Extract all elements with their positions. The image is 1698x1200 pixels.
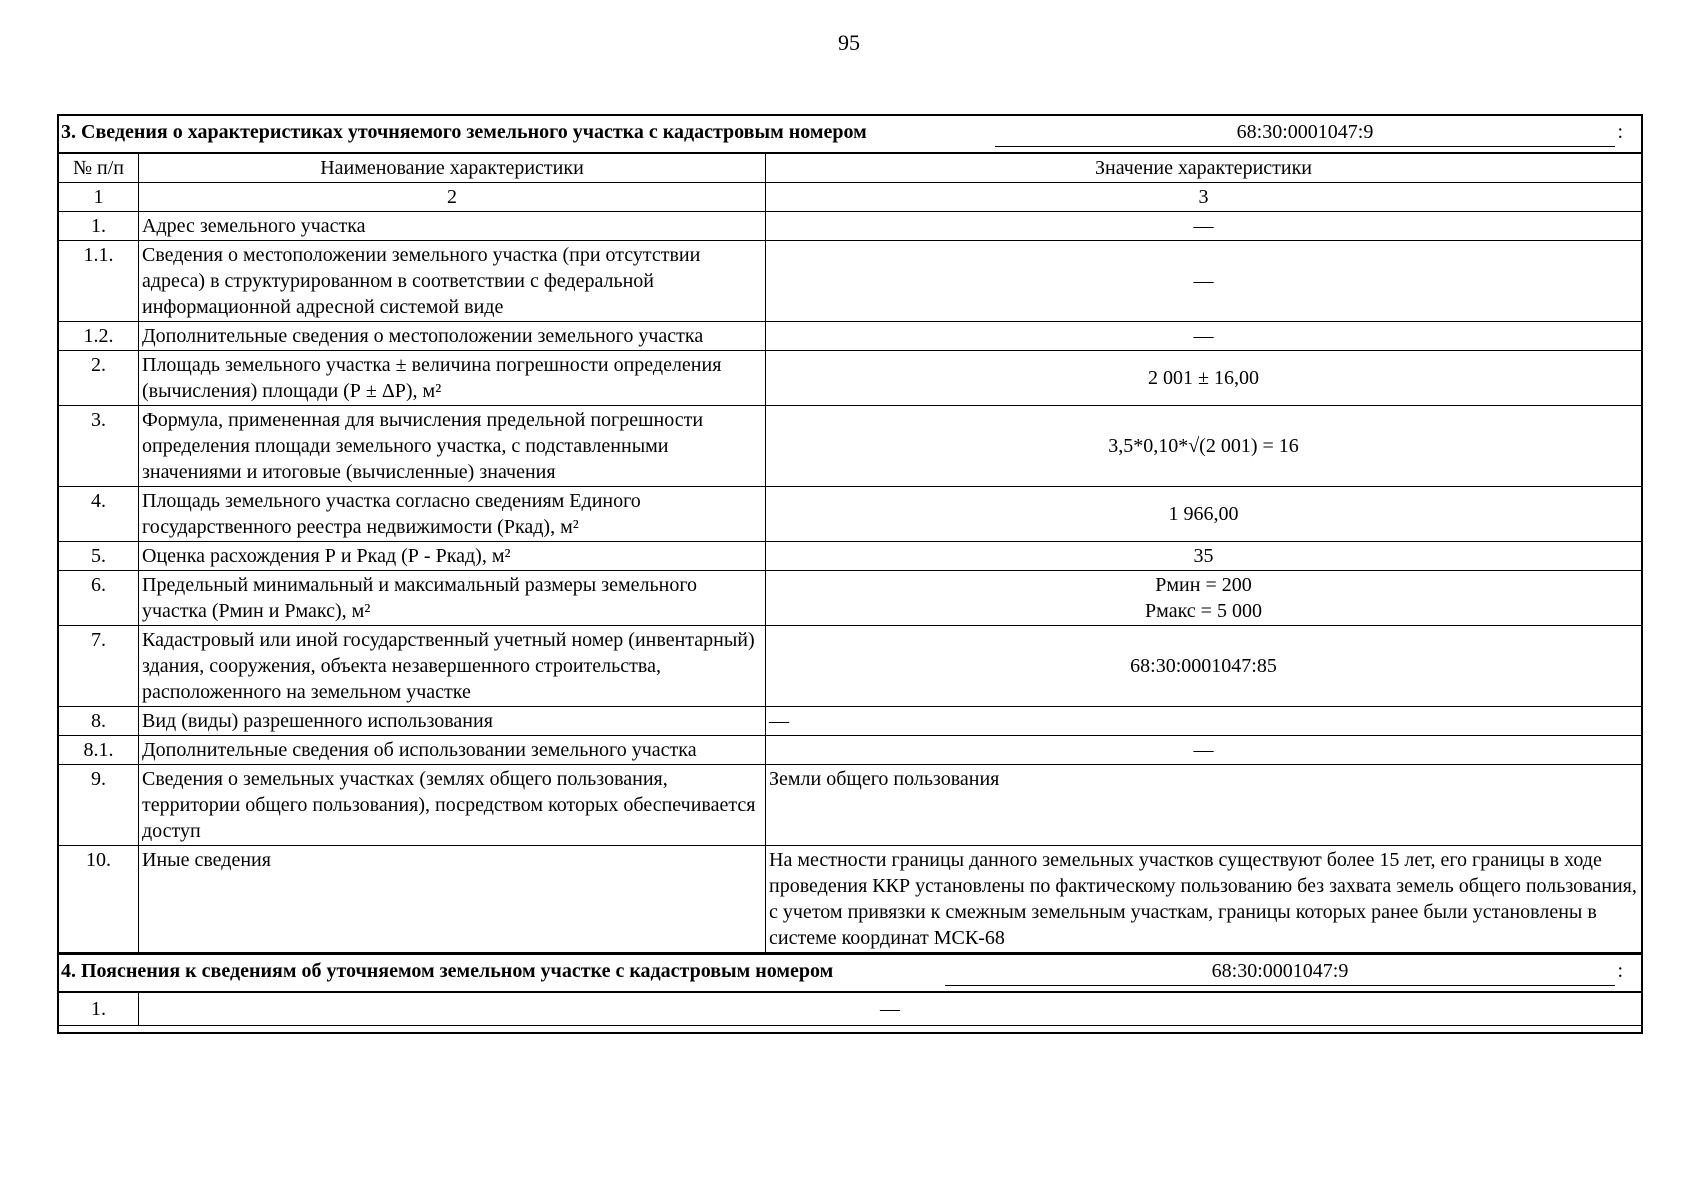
column-number-3: 3 (766, 183, 1642, 212)
characteristic-value: 35 (766, 542, 1642, 571)
table-row (59, 487, 1641, 542)
column-header-num: № п/п (59, 154, 139, 183)
characteristic-name: Формула, примененная для вычисления предельной погрешности определения площади земельного участка, с подставленными значениями и итоговые (вычисленные) значения (139, 406, 766, 487)
section-4-colon: : (1617, 960, 1623, 982)
characteristic-value: 68:30:0001047:85 (766, 626, 1642, 707)
characteristic-value: 2 001 ± 16,00 (766, 351, 1642, 406)
table-row (59, 765, 1641, 846)
table-row (59, 406, 1641, 487)
min-size-value: Рмин = 200 (1155, 574, 1252, 596)
table-row (59, 993, 1641, 1025)
table-bottom-divider (59, 1025, 1641, 1032)
characteristic-value: — (766, 212, 1642, 241)
characteristic-name: Вид (виды) разрешенного использования (139, 707, 766, 736)
row-number: 4. (59, 487, 139, 542)
explanation-value: — (139, 993, 1642, 1025)
column-header-name: Наименование характеристики (139, 154, 766, 183)
column-number-2: 2 (139, 183, 766, 212)
max-size-value: Рмакс = 5 000 (1145, 600, 1262, 622)
section-3-header (59, 116, 1641, 154)
row-number: 3. (59, 406, 139, 487)
section-3-colon: : (1617, 121, 1623, 143)
section-3-cadastral-number: 68:30:0001047:9 (995, 121, 1615, 147)
row-number: 7. (59, 626, 139, 707)
column-number-1: 1 (59, 183, 139, 212)
table-row (59, 626, 1641, 707)
characteristic-value: — (766, 322, 1642, 351)
section-3-table (59, 154, 1641, 953)
section-4-title: 4. Пояснения к сведениям об уточняемом земельном участке с кадастровым номером (61, 960, 834, 982)
characteristic-name: Сведения о местоположении земельного участка (при отсутствии адреса) в структурированном в соответствии с федеральной информационной адресной системой виде (139, 241, 766, 322)
table-row (59, 707, 1641, 736)
table-row (59, 351, 1641, 406)
characteristic-value: На местности границы данного земельных участков существуют более 15 лет, его границы в ходе проведения ККР установлены по фактическому пользованию без захвата земель общего пользования, с учетом привязки к смежным земельным участкам, границы которых ранее были установлены в системе координат МСК-68 (766, 846, 1642, 953)
table-row (59, 846, 1641, 953)
characteristic-name: Площадь земельного участка согласно сведениям Единого государственного реестра недвижимости (Ркад), м² (139, 487, 766, 542)
table-row (59, 571, 1641, 626)
section-3-title: 3. Сведения о характеристиках уточняемого земельного участка с кадастровым номером (61, 121, 867, 143)
characteristic-value: 1 966,00 (766, 487, 1642, 542)
table-row (59, 212, 1641, 241)
characteristic-value: Земли общего пользования (766, 765, 1642, 846)
row-number: 1. (59, 993, 139, 1025)
section-4-table (59, 993, 1641, 1025)
table-row (59, 322, 1641, 351)
characteristic-name: Кадастровый или иной государственный учетный номер (инвентарный) здания, сооружения, объекта незавершенного строительства, расположенного на земельном участке (139, 626, 766, 707)
row-number: 9. (59, 765, 139, 846)
characteristic-name: Оценка расхождения Р и Ркад (Р - Ркад), м² (139, 542, 766, 571)
document-table (57, 114, 1643, 1034)
characteristic-value: — (766, 736, 1642, 765)
characteristic-name: Предельный минимальный и максимальный размеры земельного участка (Рмин и Рмакс), м² (139, 571, 766, 626)
row-number: 1.2. (59, 322, 139, 351)
characteristic-name: Сведения о земельных участках (землях общего пользования, территории общего пользования), посредством которых обеспечивается доступ (139, 765, 766, 846)
characteristic-value: — (766, 707, 1642, 736)
row-number: 8. (59, 707, 139, 736)
page-number: 95 (838, 30, 860, 55)
row-number: 5. (59, 542, 139, 571)
characteristic-value: — (766, 241, 1642, 322)
row-number: 2. (59, 351, 139, 406)
column-header-value: Значение характеристики (766, 154, 1642, 183)
row-number: 6. (59, 571, 139, 626)
table-row (59, 736, 1641, 765)
characteristic-value-cell (766, 571, 1642, 626)
characteristic-name: Дополнительные сведения об использовании земельного участка (139, 736, 766, 765)
row-number: 10. (59, 846, 139, 953)
section-4-cadastral-number: 68:30:0001047:9 (945, 960, 1615, 986)
section-4-header (59, 953, 1641, 993)
characteristic-name: Иные сведения (139, 846, 766, 953)
column-number-row (59, 183, 1641, 212)
table-row (59, 241, 1641, 322)
table-row (59, 542, 1641, 571)
characteristic-value: 3,5*0,10*√(2 001) = 16 (766, 406, 1642, 487)
column-header-row (59, 154, 1641, 183)
characteristic-name: Адрес земельного участка (139, 212, 766, 241)
row-number: 8.1. (59, 736, 139, 765)
characteristic-name: Площадь земельного участка ± величина погрешности определения (вычисления) площади (Р ± ΔР), м² (139, 351, 766, 406)
row-number: 1. (59, 212, 139, 241)
row-number: 1.1. (59, 241, 139, 322)
characteristic-name: Дополнительные сведения о местоположении земельного участка (139, 322, 766, 351)
